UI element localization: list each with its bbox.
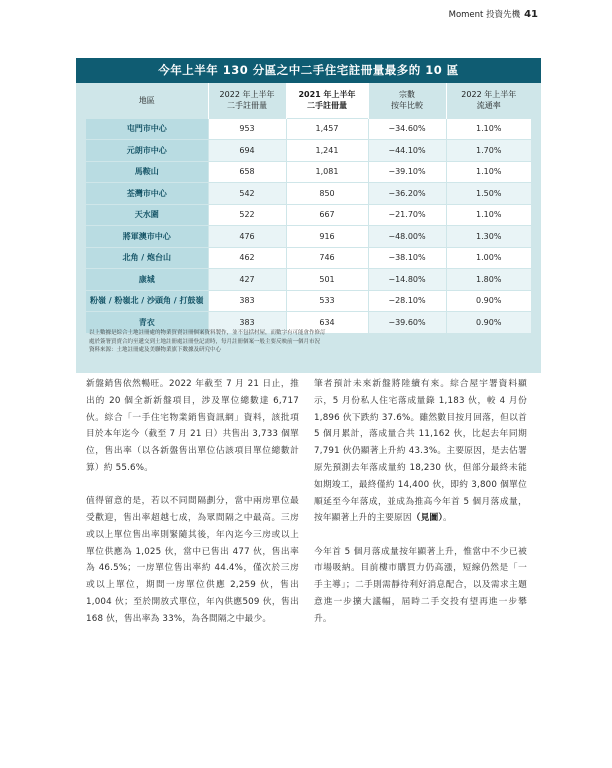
cell-reg2022: 542 xyxy=(208,183,286,205)
cell-reg2021: 634 xyxy=(286,312,368,334)
cell-district: 康城 xyxy=(86,269,208,291)
page-number: 41 xyxy=(524,9,538,20)
cell-reg2021: 501 xyxy=(286,269,368,291)
source-line: 資料來源：土地註冊處及美聯物業旗下數據及研究中心 xyxy=(89,347,222,353)
table-notes xyxy=(89,329,326,355)
cell-yoy: −44.10% xyxy=(368,140,446,162)
page-header xyxy=(449,8,538,20)
figure-reference: （見圖） xyxy=(411,513,443,524)
cell-district: 天水圍 xyxy=(86,204,208,226)
cell-rate: 1.00% xyxy=(446,247,531,269)
cell-rate: 0.90% xyxy=(446,312,531,334)
cell-district: 將軍澳市中心 xyxy=(86,226,208,248)
cell-district: 屯門市中心 xyxy=(86,118,208,140)
cell-reg2021: 667 xyxy=(286,204,368,226)
table-row xyxy=(86,247,531,269)
table-header-row xyxy=(86,83,531,118)
table-row xyxy=(86,204,531,226)
table-row xyxy=(86,161,531,183)
header-rate: 2022 年上半年 流通率 xyxy=(446,83,531,118)
cell-district: 青衣 xyxy=(86,312,208,334)
cell-yoy: −39.60% xyxy=(368,312,446,334)
table-row xyxy=(86,290,531,312)
header-district: 地區 xyxy=(86,83,208,118)
cell-reg2022: 462 xyxy=(208,247,286,269)
cell-rate: 1.30% xyxy=(446,226,531,248)
table-row xyxy=(86,226,531,248)
paragraph-end: 。 xyxy=(442,513,452,524)
magazine-name: Moment 投資先機 xyxy=(448,10,521,20)
cell-district: 粉嶺 / 粉嶺北 / 沙頭角 / 打鼓嶺 xyxy=(86,290,208,312)
cell-district: 馬鞍山 xyxy=(86,161,208,183)
paragraph-text: 筆者預計未來新盤將陸續有來。綜合屋宇署資料顯示，5 月份私人住宅落成量錄 1,183 伙，較 4 月份 1,896 伙下跌約 37.6%。雖然數目按月回落，但以首 5 個月累計，落成量合共 11,162 伙，比起去年同期 7,791 伙仍顯著上升約 43.3%。主要原因，是去估署原先預測去年落成量約 18,230 伙，但部分最終未能如期竣工，最終僅約 14,400 伙，即約 3,800 個單位順延至今年落成，並成為推高今年首 5 個月落成量，按年顯著上升的主要原因 xyxy=(314,379,527,524)
cell-rate: 1.80% xyxy=(446,269,531,291)
cell-district: 北角 / 炮台山 xyxy=(86,247,208,269)
paragraph: 新盤銷售依然暢旺。2022 年截至 7 月 21 日止，推出的 20 個全新新盤項目，涉及單位總數達 6,717 伙。綜合「一手住宅物業銷售資訊網」資料，該批項目於本年迄今（截至 7 月 21 日）共售出 3,733 個單位，售出率（以各新盤售出單位佔該項目單位總數計算）約 55.6%。 xyxy=(86,379,299,473)
cell-rate: 1.10% xyxy=(446,204,531,226)
cell-reg2022: 694 xyxy=(208,140,286,162)
article-column-right xyxy=(314,376,527,644)
table-row xyxy=(86,269,531,291)
cell-yoy: −34.60% xyxy=(368,118,446,140)
cell-reg2022: 522 xyxy=(208,204,286,226)
cell-yoy: −28.10% xyxy=(368,290,446,312)
cell-yoy: −39.10% xyxy=(368,161,446,183)
table-row xyxy=(86,183,531,205)
header-reg2022: 2022 年上半年 二手註冊量 xyxy=(208,83,286,118)
cell-reg2021: 1,457 xyxy=(286,118,368,140)
cell-reg2022: 658 xyxy=(208,161,286,183)
cell-reg2021: 533 xyxy=(286,290,368,312)
cell-reg2021: 1,241 xyxy=(286,140,368,162)
cell-reg2021: 916 xyxy=(286,226,368,248)
cell-reg2021: 850 xyxy=(286,183,368,205)
cell-reg2022: 476 xyxy=(208,226,286,248)
cell-yoy: −48.00% xyxy=(368,226,446,248)
cell-reg2021: 746 xyxy=(286,247,368,269)
cell-rate: 1.10% xyxy=(446,161,531,183)
cell-district: 荃灣市中心 xyxy=(86,183,208,205)
note-line: 以上數據是綜合土地註冊處的物業買賣註冊個案資料製作，並不包括村屋，而數字有可能會作修訂 xyxy=(89,330,326,336)
cell-reg2022: 383 xyxy=(208,312,286,334)
header-yoy: 宗數 按年比較 xyxy=(368,83,446,118)
table-row xyxy=(86,140,531,162)
cell-yoy: −21.70% xyxy=(368,204,446,226)
cell-yoy: −36.20% xyxy=(368,183,446,205)
paragraph xyxy=(314,376,527,527)
cell-reg2022: 427 xyxy=(208,269,286,291)
cell-rate: 1.70% xyxy=(446,140,531,162)
cell-district: 元朗市中心 xyxy=(86,140,208,162)
cell-yoy: −38.10% xyxy=(368,247,446,269)
cell-rate: 0.90% xyxy=(446,290,531,312)
paragraph: 值得留意的是，若以不同間隔劃分，當中兩房單位最受歡迎，售出率超越七成，為眾間隔之中最高。三房或以上單位售出率則緊隨其後，年內迄今三房或以上單位供應為 1,025 伙，當中已售出 477 伙，售出率為 46.5%；一房單位售出率約 44.4%，僅次於三房或以上單位，期間一房單位供應 2,259 伙，售出 1,004 伙；至於開放式單位，年內供應509 伙，售出168 伙，售出率為 33%，為各間隔之中最少。 xyxy=(86,496,299,624)
cell-rate: 1.50% xyxy=(446,183,531,205)
cell-yoy: −14.80% xyxy=(368,269,446,291)
data-table-panel xyxy=(76,58,541,373)
paragraph: 今年首 5 個月落成量按年顯著上升，惟當中不少已被市場吸納。目前樓市購買力仍高漲，短線仍然是「一手主導」；二手則需靜待利好消息配合，以及需求主題意進一步擴大議幅，屆時二手交投有望再進一步攀升。 xyxy=(314,546,527,624)
registration-table xyxy=(86,83,531,333)
note-line: 處於簽署買賣合約至遞交到土地註冊處註冊登記需時，每月註冊個案一般主要反映前一個月市況 xyxy=(89,338,321,345)
cell-reg2022: 383 xyxy=(208,290,286,312)
header-reg2021: 2021 年上半年 二手註冊量 xyxy=(286,83,368,118)
table-title: 今年上半年 130 分區之中二手住宅註冊量最多的 10 區 xyxy=(76,58,541,83)
cell-reg2021: 1,081 xyxy=(286,161,368,183)
cell-reg2022: 953 xyxy=(208,118,286,140)
article-column-left xyxy=(86,376,299,644)
cell-rate: 1.10% xyxy=(446,118,531,140)
table-row xyxy=(86,118,531,140)
